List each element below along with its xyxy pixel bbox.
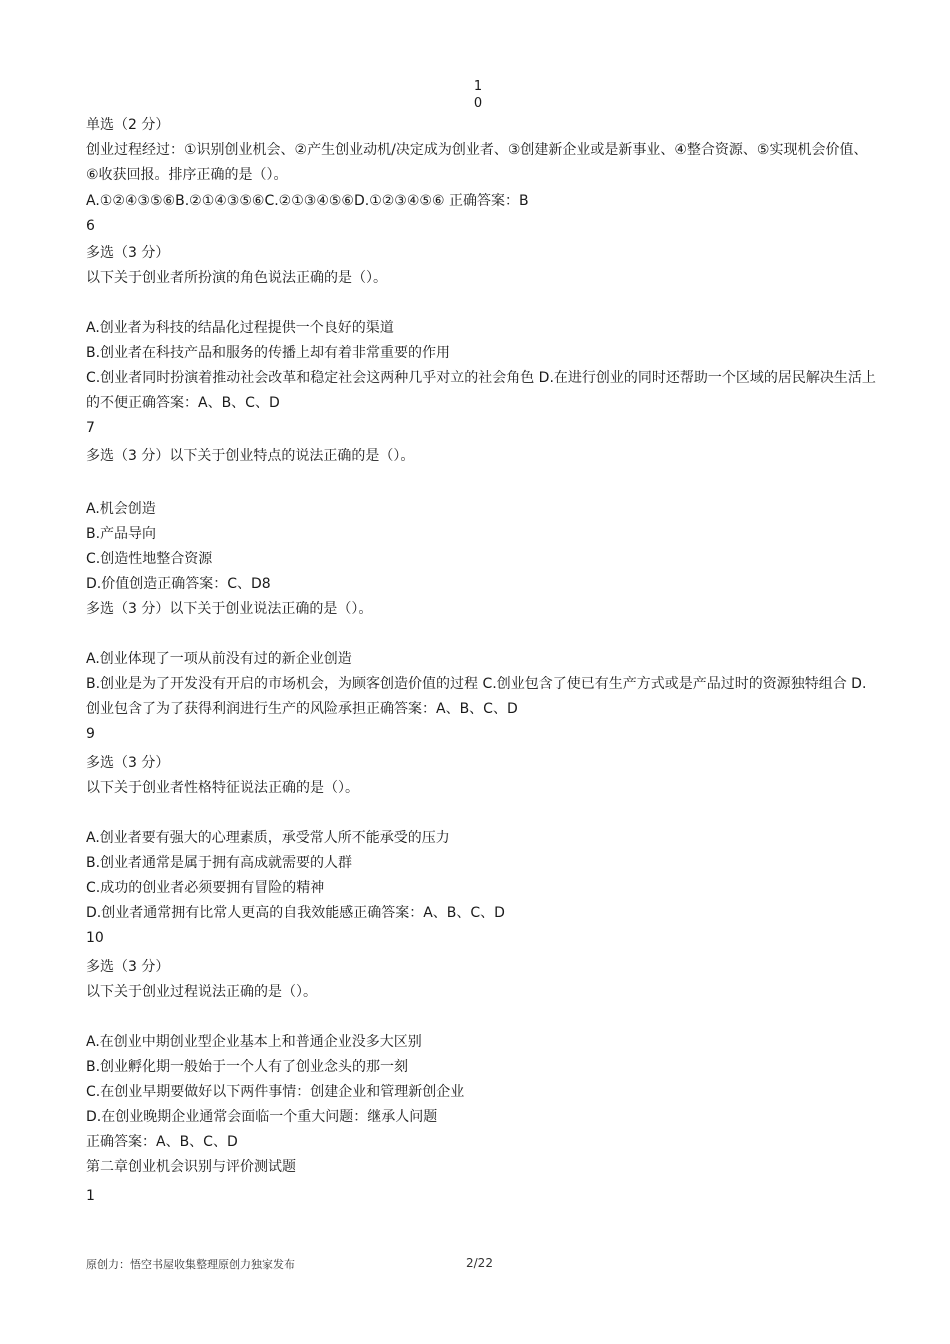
- question-type: 多选（3 分）: [86, 755, 170, 771]
- question-stem: 创业过程经过：①识别创业机会、②产生创业动机/决定成为创业者、③创建新企业或是新事业、④整合资源、⑤实现机会价值、⑥收获回报。排序正确的是（）。: [86, 142, 868, 183]
- correct-answer: 正确答案：A、B、C、D: [86, 1134, 238, 1150]
- question-options: A.①②④③⑤⑥B.②①④③⑤⑥C.②①③④⑤⑥D.①②③④⑤⑥ 正确答案：B: [86, 193, 529, 209]
- option-b: B.产品导向: [86, 526, 157, 542]
- spacer: [86, 469, 876, 494]
- question-number: 10: [86, 930, 104, 946]
- option-b: B.创业者通常是属于拥有高成就需要的人群: [86, 855, 353, 871]
- option-b: B.创业孵化期一般始于一个人有了创业念头的那一刻: [86, 1059, 409, 1075]
- question-number: 6: [86, 218, 95, 234]
- footer-source: 原创力：悟空书屋收集整理原创力独家发布: [86, 1258, 295, 1271]
- spacer: [86, 1005, 876, 1030]
- question-number: 1: [86, 1188, 95, 1204]
- option-c: C.创造性地整合资源: [86, 551, 213, 567]
- question-type: 多选（3 分）: [86, 959, 170, 975]
- question-number: 9: [86, 726, 95, 742]
- option-a: A.机会创造: [86, 501, 156, 517]
- option-cd: C.创业者同时扮演着推动社会改革和稳定社会这两种几乎对立的社会角色 D.在进行创业的同时还帮助一个区域的居民解决生活上的不便正确答案：A、B、C、D: [86, 370, 876, 411]
- option-c: C.成功的创业者必须要拥有冒险的精神: [86, 880, 325, 896]
- page-number-top-line1: 1: [473, 79, 483, 94]
- spacer: [86, 291, 876, 316]
- option-b: B.创业者在科技产品和服务的传播上却有着非常重要的作用: [86, 345, 451, 361]
- option-d: D.创业者通常拥有比常人更高的自我效能感正确答案：A、B、C、D: [86, 905, 505, 921]
- question-type: 单选（2 分）: [86, 117, 170, 133]
- option-c: C.在创业早期要做好以下两件事情：创建企业和管理新创企业: [86, 1084, 465, 1100]
- question-stem: 以下关于创业过程说法正确的是（）。: [86, 984, 317, 1000]
- question-stem: 以下关于创业者所扮演的角色说法正确的是（）。: [86, 270, 387, 286]
- question-type: 多选（3 分）: [86, 245, 170, 261]
- question-type-stem: 多选（3 分）以下关于创业说法正确的是（）。: [86, 601, 373, 617]
- option-a: A.在创业中期创业型企业基本上和普通企业没多大区别: [86, 1034, 422, 1050]
- question-stem: 以下关于创业者性格特征说法正确的是（）。: [86, 780, 359, 796]
- spacer: [86, 801, 876, 826]
- spacer: [86, 622, 876, 647]
- page-number-top: [470, 78, 486, 112]
- option-d: D.价值创造正确答案：C、D8: [86, 576, 271, 592]
- option-a: A.创业者为科技的结晶化过程提供一个良好的渠道: [86, 320, 394, 336]
- footer-page-number: 2/22: [466, 1256, 493, 1270]
- option-bcd: B.创业是为了开发没有开启的市场机会，为顾客创造价值的过程 C.创业包含了使已有生产方式或是产品过时的资源独特组合 D.创业包含了为了获得利润进行生产的风险承担正确答案：A、B、C、D: [86, 676, 867, 717]
- option-a: A.创业体现了一项从前没有过的新企业创造: [86, 651, 352, 667]
- option-d: D.在创业晚期企业通常会面临一个重大问题：继承人问题: [86, 1109, 438, 1125]
- page-number-top-line2: 0: [473, 96, 483, 111]
- question-number: 7: [86, 420, 95, 436]
- question-type-stem: 多选（3 分）以下关于创业特点的说法正确的是（）。: [86, 448, 415, 464]
- document-body: [86, 113, 876, 1209]
- chapter-title: 第二章创业机会识别与评价测试题: [86, 1159, 296, 1175]
- option-a: A.创业者要有强大的心理素质，承受常人所不能承受的压力: [86, 830, 450, 846]
